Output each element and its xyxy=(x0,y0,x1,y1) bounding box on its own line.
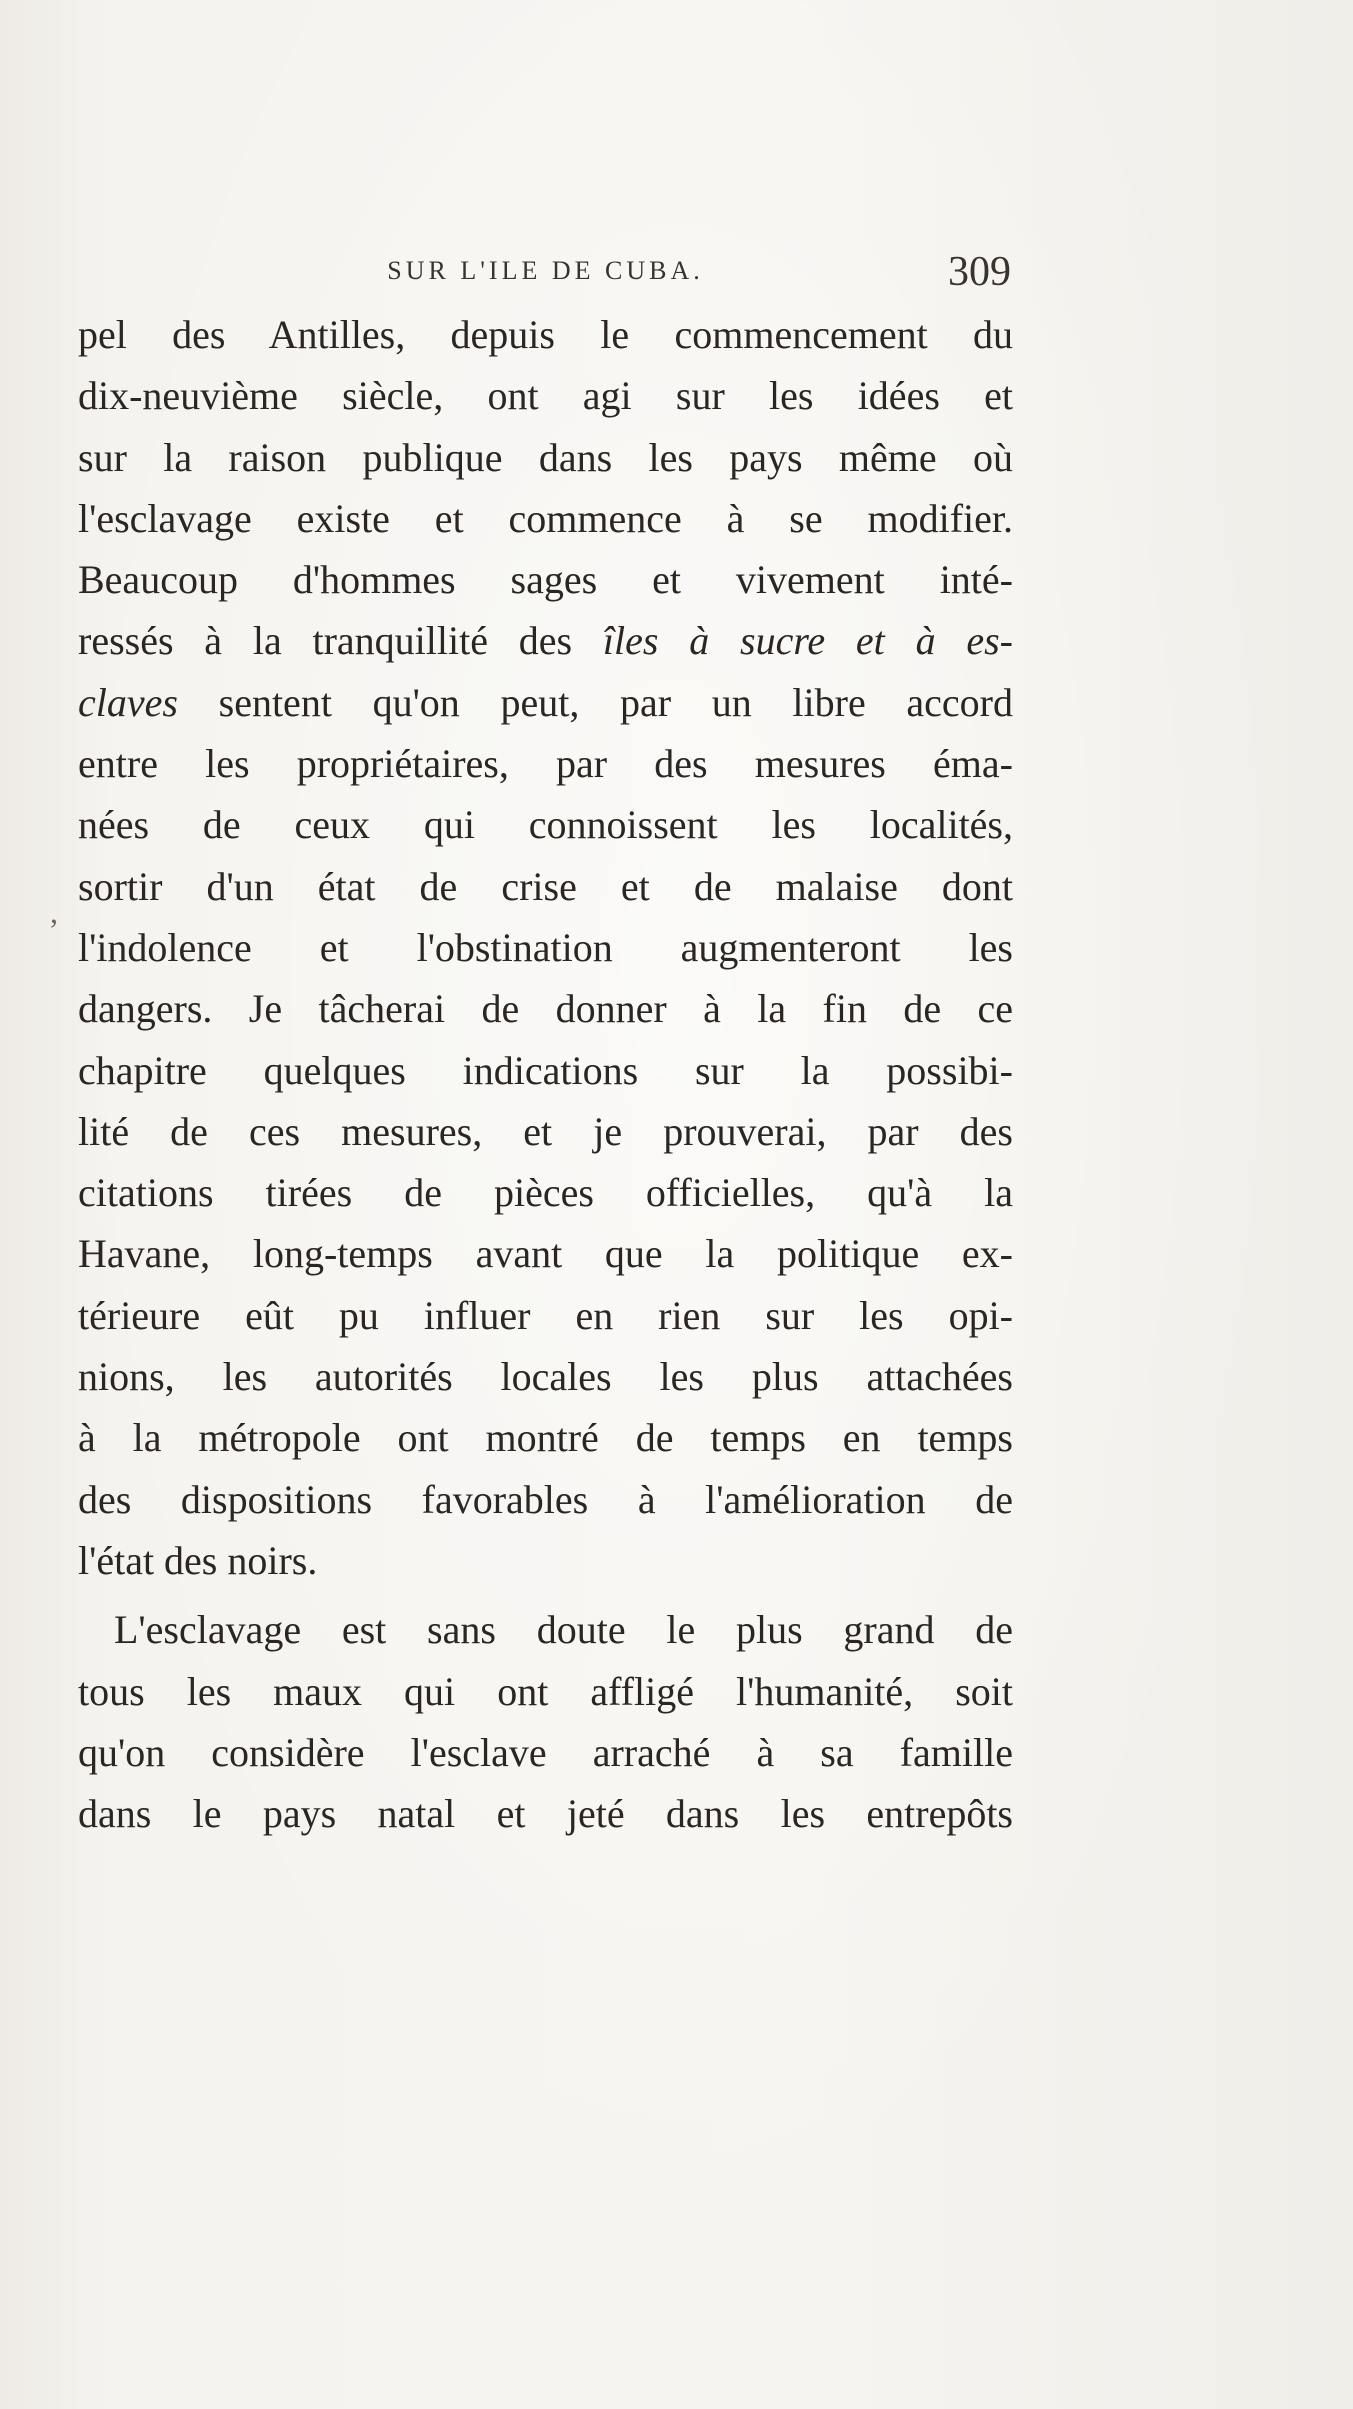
page-number: 309 xyxy=(948,249,1011,295)
text-line-16: Havane, long-temps avant que la politique ex- xyxy=(78,1231,1013,1277)
text-line-19: à la métropole ont montré de temps en temps xyxy=(78,1415,1013,1461)
text-line-6-roman: ressés à la tranquillité des xyxy=(78,618,573,664)
running-head xyxy=(78,248,1013,298)
text-line-6-italic: îles à sucre et à es- xyxy=(602,618,1014,664)
text-line-4: l'esclavage existe et commence à se modifier. xyxy=(78,495,1013,541)
text-line-3: sur la raison publique dans les pays même où xyxy=(78,434,1013,480)
text-line-9: nées de ceux qui connoissent les localités, xyxy=(78,802,1013,848)
text-line-24: qu'on considère l'esclave arraché à sa famille xyxy=(78,1729,1013,1775)
text-line-7 xyxy=(78,672,1013,733)
text-line-15: citations tirées de pièces officielles, qu'à la xyxy=(78,1170,1013,1216)
body-text xyxy=(78,304,1013,1844)
text-line-6 xyxy=(78,610,1013,671)
text-line-11: l'indolence et l'obstination augmenteront les xyxy=(78,924,1013,970)
text-line-23: tous les maux qui ont affligé l'humanité, soit xyxy=(78,1668,1013,1714)
text-line-18: nions, les autorités locales les plus attachées xyxy=(78,1354,1013,1400)
text-line-2: dix-neuvième siècle, ont agi sur les idées et xyxy=(78,373,1013,419)
margin-mark: , xyxy=(50,894,58,930)
text-line-25: dans le pays natal et jeté dans les entrepôts xyxy=(78,1791,1013,1837)
text-line-12: dangers. Je tâcherai de donner à la fin de ce xyxy=(78,986,1013,1032)
text-line-8: entre les propriétaires, par des mesures éma- xyxy=(78,741,1013,787)
text-line-7-roman: sentent qu'on peut, par un libre accord xyxy=(218,679,1013,725)
text-line-13: chapitre quelques indications sur la possibi- xyxy=(78,1047,1013,1093)
text-line-7-italic: claves xyxy=(78,679,178,725)
text-line-5: Beaucoup d'hommes sages et vivement inté- xyxy=(78,557,1013,603)
text-line-22: L'esclavage est sans doute le plus grand de xyxy=(114,1607,1013,1653)
text-line-20: des dispositions favorables à l'amélioration de xyxy=(78,1476,1013,1522)
text-line-17: térieure eût pu influer en rien sur les opi- xyxy=(78,1292,1013,1338)
text-line-14: lité de ces mesures, et je prouverai, par des xyxy=(78,1108,1013,1154)
text-line-21: l'état des noirs. xyxy=(78,1537,318,1583)
running-title: SUR L'ILE DE CUBA. xyxy=(387,256,704,285)
text-line-10: sortir d'un état de crise et de malaise dont xyxy=(78,863,1013,909)
text-line-1: pel des Antilles, depuis le commencement du xyxy=(78,312,1013,357)
